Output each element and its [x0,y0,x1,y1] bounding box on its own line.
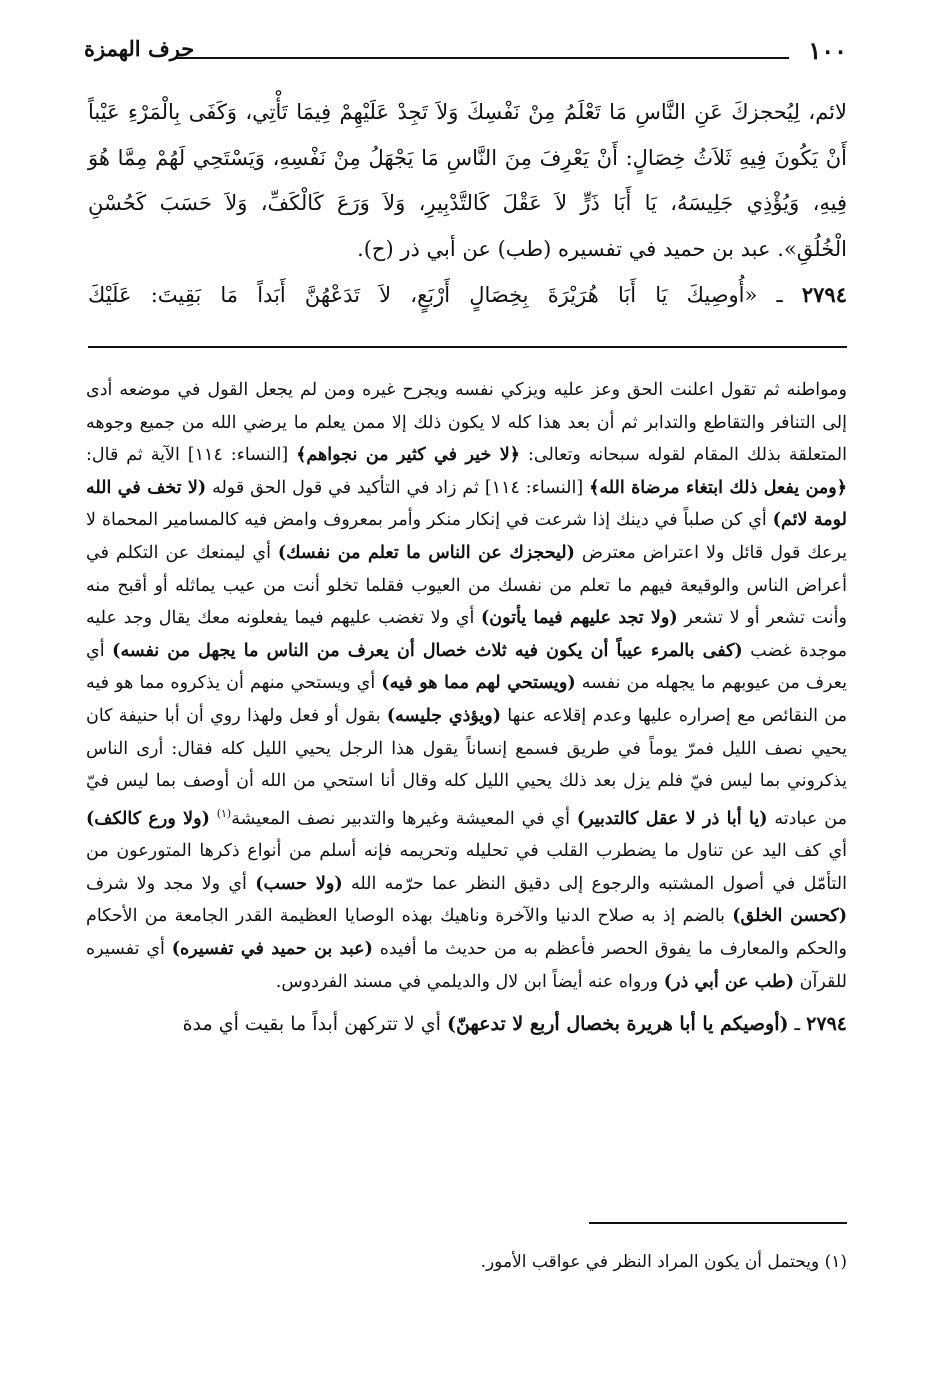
footnote-marker: (١) [216,806,232,820]
page-number: ١٠٠ [808,36,847,65]
commentary-text: أي ليمنعك عن التكلم في أعراض الناس والوقيعة فيهم ما تعلم من نفسك من العيوب فقلما تخلو أنت من عيب يماثله أو أقبح منه وأنت تشعر أو لا تشعر [86,542,847,629]
running-header [84,36,847,70]
hadith-number: ٢٧٩٤ [806,1013,847,1036]
source-quote: (عبد بن حميد في تفسيره) [171,938,373,959]
hadith-quote: (ليحجزك عن الناس ما تعلم من نفسك) [277,542,575,563]
hadith-quote: (أوصيكم يا أبا هريرة بخصال أربع لا تدعهنّ) [446,1013,789,1036]
hadith-quote: (ويؤذي جليسه) [386,705,502,726]
quran-quote: ﴿ومن يفعل ذلك ابتغاء مرضاة الله﴾ [589,477,847,498]
hadith-line: فِيهِ، وَيُؤْذِي جَلِيسَهُ، يَا أَبَا ذَرٍّ لاَ عَقْلَ كَالتَّدْبِيرِ، وَلاَ وَرَعَ كَالْكَفِّ، وَلاَ حَسَبَ كَحُسْنِ [88,191,847,215]
commentary-text: [النساء: ١١٤] ثم زاد في التأكيد في قول الحق قوله [206,477,590,498]
hadith-line: لائم، لِيُحجزكَ عَنِ النَّاسِ مَا تَعْلَمُ مِنْ نَفْسِكَ وَلاَ تَجِدْ عَلَيْهِمْ فِيمَا تَأْتِي، وَكَفَى بِالْمَرْءِ عَيْباً [88,100,847,124]
hadith-line-text: ـ «أُوصِيكَ يَا أَبَا هُرَيْرَةَ بِخِصَالٍ أَرْبَعٍ، لاَ تَدَعْهُنَّ أَبَداً مَا بَقِيتَ: عَلَيْكَ [88,283,783,307]
hadith-line: أَنْ يَكُونَ فِيهِ ثَلاَثُ خِصَالٍ: أَنْ يَعْرِفَ مِنَ النَّاسِ مَا يَجْهَلُ مِنْ نَفْسِهِ، وَيَسْتَحِي لَهُمْ مِمَّا هُوَ [88,145,847,170]
commentary-paragraph [86,374,847,998]
hadith-quote: (ولا حسب) [255,873,343,894]
hadith-line: الْخُلُقِ». عبد بن حميد في تفسيره (طب) عن أبي ذر (ح). [357,236,847,261]
commentary-text: بقول أو فعل ولهذا روي أن أبا حنيفة كان يحيي نصف الليل فمرّ يوماً في طريق فسمع إنساناً يقول هذا الرجل يحيي الليل كله فقال: أرى الناس يذكروني بما ليس فيّ فلم يزل بعد ذلك يحيي الليل كله وقال أنا استحي من الله أن أوصف بما ليس فيّ من عبادته [86,705,847,829]
commentary-text: أي تفسيره للقرآن [86,938,847,992]
commentary-text: ورواه عنه أيضاً ابن لال والديلمي في مسند الفردوس. [275,971,664,992]
commentary-block [86,374,847,1041]
hadith-quote: (كفى بالمرء عيباً أن يكون فيه ثلاث خصال أن يعرف من الناس ما يجهل من نفسه) [112,640,743,661]
section-divider [88,346,847,348]
quran-quote: ﴿لا خير في كثير من نجواهم﴾ [296,445,520,466]
chapter-title: حرف الهمزة [84,36,195,61]
commentary-text: أي يعرف من عيوبهم ما يجهله من نفسه [86,640,847,694]
commentary-text: أي ولا تغضب عليهم فيما يفعلونه معك يقال وجد عليه موجدة غضب [86,608,847,661]
hadith-quote: (كحسن الخلق) [732,906,847,927]
commentary-text: ومواطنه ثم تقول اعلنت الحق وعز عليه ويزكي نفسه ويجرح غيره ومن لم يجعل القول في موضعه أدى إلى التنافر والتقاطع والتدابر ثم أن بعد هذا كله لا يكون ذلك إلا ممن يعلم ما يرضي الله من جميع وجوهه المتعلقة بذلك المقام لقوله سبحانه وتعالى: [86,380,847,466]
commentary-text: أي في المعيشة وغيرها والتدبير نصف المعيشة [231,808,577,829]
commentary-text: أي لا تتركهن أبداً ما بقيت أي مدة [182,1013,447,1036]
hadith-quote: (ولا تجد عليهم فيما يأتون) [481,608,678,629]
hadith-quote: (لا تخف في الله لومة لائم) [86,477,848,531]
commentary-text: أي ولا مجد ولا شرف [86,873,256,894]
header-rule [176,57,789,59]
hadith-quote: (ويستحي لهم مما هو فيه) [381,673,576,694]
footnote-rule [589,1222,847,1224]
hadith-quote: (ولا ورع كالكف) [86,808,210,829]
commentary-text: أي ويستحي منهم أن يذكروه مما هو فيه من النقائص مع إصراره عليها وعدم إقلاعه عنها [86,673,847,726]
hadith-line-numbered [88,272,847,319]
footnote: (١) ويحتمل أن يكون المراد النظر في عواقب الأمور. [480,1252,847,1272]
source-quote: (طب عن أبي ذر) [663,971,795,992]
commentary-text: بالضم إذ به صلاح الدنيا والآخرة وناهيك بهذه الوصايا العظيمة القدر الجامعة من الأحكام والحكم والمعارف ما يفوق الحصر فأعظم به من حديث ما أفيده [86,906,847,959]
hadith-quote: (يا أبا ذر لا عقل كالتدبير) [576,808,768,829]
hadith-number: ٢٧٩٤ [801,282,847,307]
commentary-text: أي كف اليد عن تناول ما يضطرب القلب في تحليله وتحريمه فإنه أسلم من أنواع ذكرها المتورعون من التأمّل في أصول المشتبه والرجوع إلى دقيق النظر عما حرّمه الله [86,841,848,894]
commentary-text: [النساء: ١١٤] الآية ثم قال: [86,445,297,466]
hadith-text-block [88,90,847,319]
commentary-paragraph-next: ٢٧٩٤ ـ (أوصيكم يا أبا هريرة بخصال أربع لا تدعهنّ) أي لا تتركهن أبداً ما بقيت أي مدة [182,1013,847,1036]
commentary-text: أي كن صلباً في دينك إذا شرعت في إنكار منكر وأمر بمعروف وامض فيه كالمسامير المحماة لا يرعك قول قائل ولا اعتراض معترض [86,510,847,563]
